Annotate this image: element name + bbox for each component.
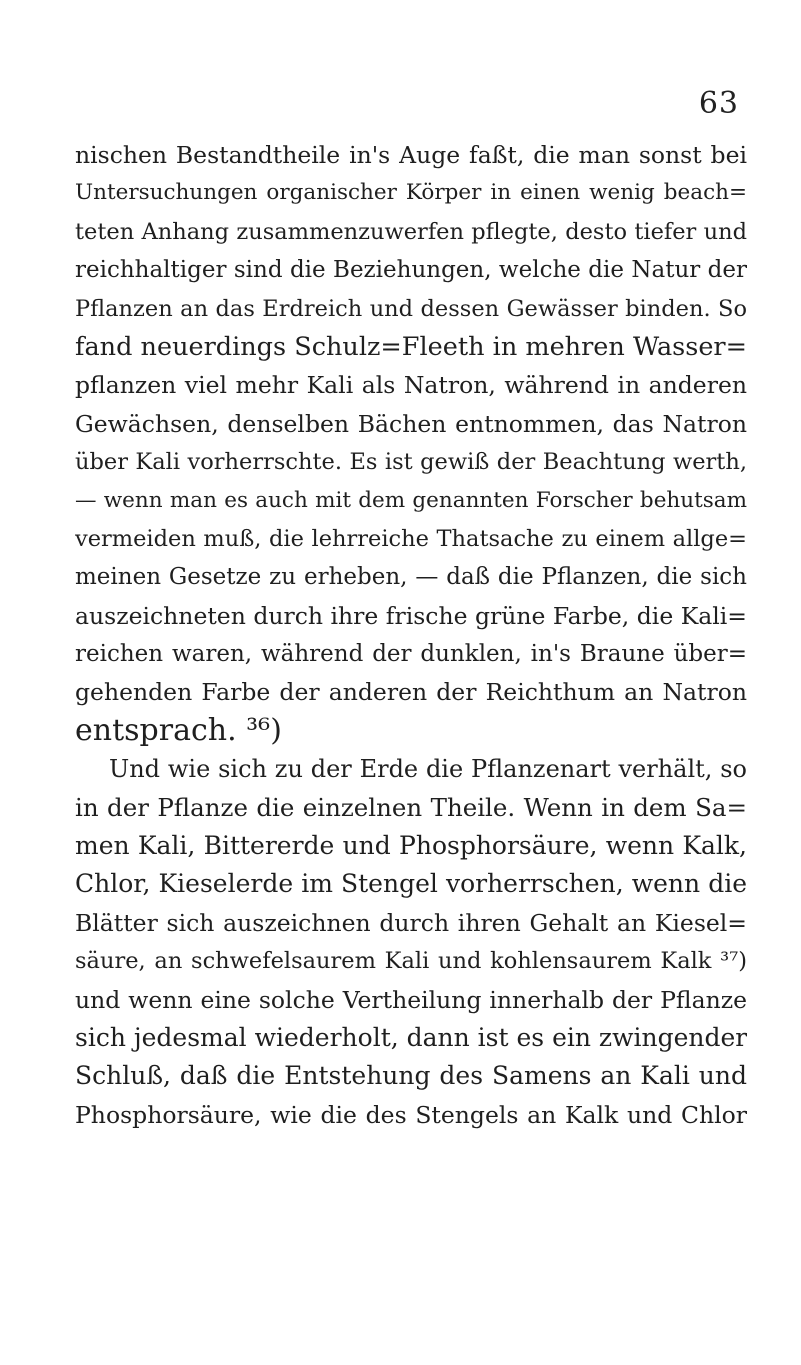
text-line: vermeiden muß, die lehrreiche Thatsache zu einem allge=: [75, 525, 747, 552]
text-line: Blätter sich auszeichnen durch ihren Gehalt an Kiesel=: [75, 908, 747, 937]
text-line: men Kali, Bittererde und Phosphorsäure, wenn Kalk,: [75, 831, 747, 861]
text-line: fand neuerdings Schulz=Fleeth in mehren Wasser=: [75, 331, 747, 362]
text-line: Gewächsen, denselben Bächen entnommen, das Natron: [75, 409, 747, 438]
page-number: 63: [698, 86, 739, 121]
text-line: Und wie sich zu der Erde die Pflanzenart verhält, so: [109, 755, 747, 784]
body-text: [75, 136, 747, 1134]
text-line: nischen Bestandtheile in's Auge faßt, die man sonst bei: [75, 141, 747, 169]
text-line: über Kali vorherrschte. Es ist gewiß der Beachtung werth,: [75, 449, 747, 476]
text-line: meinen Gesetze zu erheben, — daß die Pflanzen, die sich: [75, 564, 747, 591]
text-line: reichhaltiger sind die Beziehungen, welche die Natur der: [75, 257, 747, 284]
text-line: Phosphorsäure, wie die des Stengels an Kalk und Chlor: [75, 1100, 747, 1129]
text-line: — wenn man es auch mit dem genannten Forscher behutsam: [75, 487, 747, 513]
text-line: Chlor, Kieselerde im Stengel vorherrschen, wenn die: [75, 869, 747, 899]
text-line: sich jedesmal wiederholt, dann ist es ein zwingender: [75, 1022, 747, 1052]
text-line: entsprach. ³⁶): [75, 712, 282, 748]
text-line: pflanzen viel mehr Kali als Natron, während in anderen: [75, 371, 747, 400]
text-line: reichen waren, während der dunklen, in's Braune über=: [75, 641, 747, 668]
text-line: Pflanzen an das Erdreich und dessen Gewässer binden. So: [75, 295, 747, 322]
text-line: säure, an schwefelsaurem Kali und kohlensaurem Kalk ³⁷): [75, 948, 747, 975]
text-line: teten Anhang zusammenzuwerfen pflegte, desto tiefer und: [75, 218, 747, 245]
text-line: Schluß, daß die Entstehung des Samens an Kali und: [75, 1061, 747, 1091]
text-line: in der Pflanze die einzelnen Theile. Wenn in dem Sa=: [75, 792, 747, 822]
text-line: und wenn eine solche Vertheilung innerhalb der Pflanze: [75, 985, 747, 1014]
text-line: gehenden Farbe der anderen der Reichthum an Natron: [75, 678, 747, 707]
text-line: Untersuchungen organischer Körper in einen wenig beach=: [75, 180, 747, 206]
text-line: auszeichneten durch ihre frische grüne Farbe, die Kali=: [75, 601, 747, 630]
